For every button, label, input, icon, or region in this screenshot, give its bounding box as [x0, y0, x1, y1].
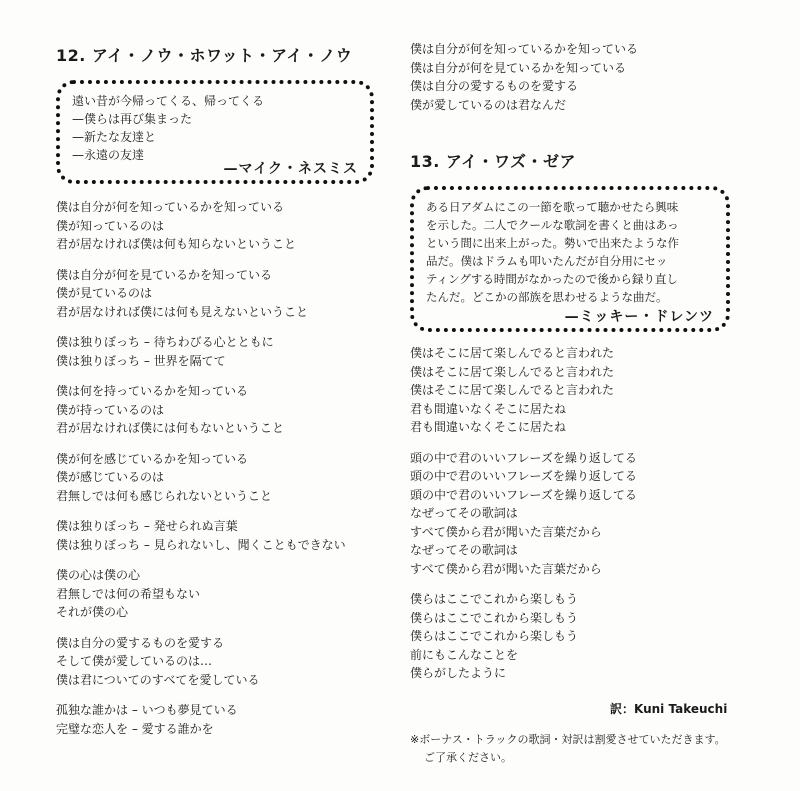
- lyric-line: 僕が見ているのは: [56, 286, 153, 300]
- lyric-line: それが僕の心: [56, 605, 129, 619]
- stanza: [410, 344, 770, 437]
- lyric-line: 僕の心は僕の心: [56, 568, 141, 582]
- lyric-line: 君が居なければ僕は何も知らないということ: [56, 237, 297, 251]
- liner-note-box: [410, 186, 730, 332]
- lyric-line: 前にもこんなことを: [410, 647, 519, 662]
- lyric-line: 僕が持っているのは: [56, 402, 165, 417]
- continued-stanza: [410, 40, 770, 114]
- lyric-line: 僕はそこに居て楽しんでると言われた: [410, 383, 615, 397]
- lyric-line: すべて僕から君が聞いた言葉だから: [410, 524, 602, 539]
- lyric-line: 僕が愛しているのは君なんだ: [410, 97, 567, 112]
- stanza: [56, 450, 376, 506]
- note-line: —新たな友達と: [72, 130, 157, 144]
- lyric-line: 孤独な誰かは – いつも夢見ている: [56, 703, 238, 717]
- note-line: 遠い昔が今帰ってくる、帰ってくる: [72, 94, 265, 108]
- lyric-line: 完璧な恋人を – 愛する誰かを: [56, 721, 214, 736]
- lyric-line: 僕らがしたように: [410, 666, 507, 680]
- left-column: [56, 44, 376, 738]
- lyrics: [410, 344, 770, 683]
- lyrics: [56, 198, 376, 738]
- lyric-line: 僕は自分が何を見ているかを知っている: [410, 60, 627, 75]
- lyric-line: 僕が感じているのは: [56, 470, 165, 484]
- footnote-line: ※ボーナス・トラックの歌詞・対訳は割愛させていただきます。: [410, 733, 726, 746]
- note-line: という間に出来上がった。勢いで出来たような作: [426, 236, 679, 250]
- lyric-line: 頭の中で君のいいフレーズを繰り返してる: [410, 469, 637, 483]
- lyric-line: 君無しでは何の希望もない: [56, 586, 201, 601]
- lyric-line: 僕は独りぼっち – 世界を隔てて: [56, 353, 226, 368]
- stanza: [56, 634, 376, 690]
- stanza: [410, 449, 770, 579]
- lyric-line: 僕は独りぼっち – 待ちわびる心とともに: [56, 335, 274, 349]
- lyric-line: 僕は自分が何を知っているかを知っている: [56, 200, 285, 214]
- lyric-line: 頭の中で君のいいフレーズを繰り返してる: [410, 487, 637, 502]
- lyric-line: 君も間違いなくそこに居たね: [410, 420, 567, 434]
- liner-note-box: [56, 80, 374, 184]
- lyric-line: 君無しでは何も感じられないということ: [56, 488, 273, 503]
- right-column: [410, 44, 770, 683]
- note-line: たんだ。どこかの部族を思わせるような曲だ。: [426, 290, 668, 304]
- note-line: ティングする時間がなかったので後から録り直し: [426, 272, 678, 286]
- footnote-line: ご了承ください。: [424, 751, 512, 764]
- lyric-line: 僕は自分が何を見ているかを知っている: [56, 267, 273, 282]
- lyric-line: 僕は独りぼっち – 見られないし、聞くこともできない: [56, 537, 346, 552]
- lyric-line: 僕はそこに居て楽しんでると言われた: [410, 346, 615, 360]
- stanza: [56, 198, 376, 254]
- song-title-13: 13. アイ・ワズ・ゼア: [410, 152, 576, 171]
- lyric-line: 君が居なければ僕には何も見えないということ: [56, 304, 309, 319]
- lyric-line: 君が居なければ僕には何もないということ: [56, 421, 285, 435]
- note-signature: —ミッキー・ドレンツ: [564, 309, 714, 325]
- stanza: [56, 333, 376, 370]
- song-title-12: 12. アイ・ノウ・ホワット・アイ・ノウ: [56, 46, 353, 65]
- lyric-line: なぜってその歌詞は: [410, 543, 518, 557]
- lyric-line: 僕らはここでこれから楽しもう: [410, 629, 579, 643]
- stanza: [56, 517, 376, 554]
- lyric-line: そして僕が愛しているのは…: [56, 654, 213, 668]
- stanza: [56, 566, 376, 622]
- note-line: 品だ。僕はドラムも叩いたんだが自分用にセッ: [426, 254, 668, 268]
- lyric-line: なぜってその歌詞は: [410, 506, 518, 520]
- footnote: [410, 731, 790, 767]
- note-line: —僕らは再び集まった: [72, 112, 193, 126]
- stanza: [56, 701, 376, 738]
- stanza: [56, 266, 376, 322]
- note-line: ある日アダムにこの一節を歌って聴かせたら興味: [426, 200, 679, 214]
- lyric-line: 僕が知っているのは: [56, 218, 165, 233]
- note-signature: —マイク・ネスミス: [223, 161, 358, 177]
- lyric-line: 僕らはここでこれから楽しもう: [410, 592, 579, 606]
- lyric-line: 僕が何を感じているかを知っている: [56, 451, 249, 466]
- note-line: を示した。二人でクールな歌詞を書くと曲はあっ: [426, 218, 679, 232]
- lyric-line: 君も間違いなくそこに居たね: [410, 401, 567, 416]
- lyric-line: 僕は自分が何を知っているかを知っている: [410, 42, 639, 56]
- stanza: [410, 590, 770, 683]
- lyric-line: 僕はそこに居て楽しんでると言われた: [410, 364, 615, 379]
- lyric-line: 頭の中で君のいいフレーズを繰り返してる: [410, 450, 637, 465]
- lyric-line: 僕は自分の愛するものを愛する: [56, 635, 225, 650]
- translator-credit: 訳：Kuni Takeuchi: [610, 702, 728, 716]
- stanza: [56, 382, 376, 438]
- lyric-line: 僕らはここでこれから楽しもう: [410, 610, 579, 625]
- lyric-line: 僕は自分の愛するものを愛する: [410, 79, 579, 93]
- note-line: —永遠の友達: [72, 148, 145, 162]
- lyric-line: 僕は独りぼっち – 発せられぬ言葉: [56, 519, 238, 533]
- lyric-line: 僕は何を持っているかを知っている: [56, 384, 249, 398]
- lyric-line: すべて僕から君が聞いた言葉だから: [410, 561, 602, 576]
- lyric-line: 僕は君についてのすべてを愛している: [56, 672, 260, 687]
